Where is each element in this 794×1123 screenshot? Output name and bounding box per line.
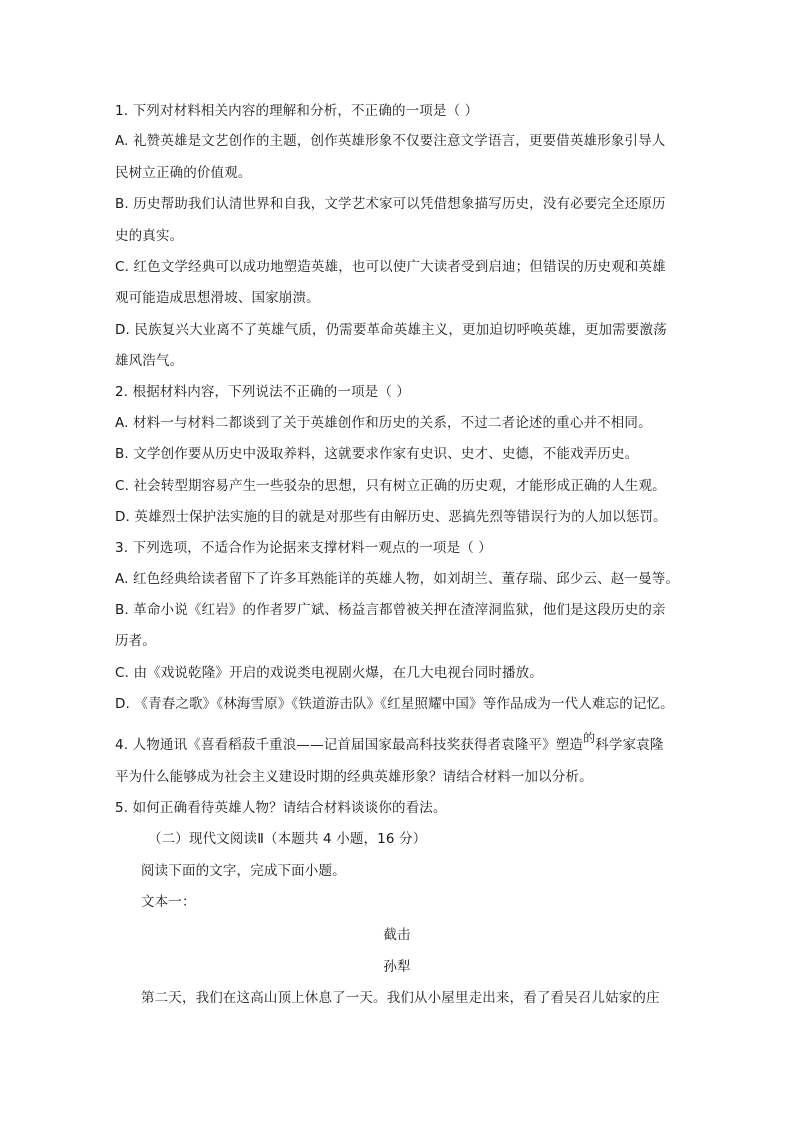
text-line: D. 英雄烈士保护法实施的目的就是对那些有由解历史、恶搞先烈等错误行为的人加以惩罚。 [115, 509, 667, 525]
story-author: 孙犁 [383, 959, 411, 975]
text-line: 2. 根据材料内容，下列说法不正确的一项是（ ） [115, 384, 411, 400]
text-line: A. 红色经典给读者留下了许多耳熟能详的英雄人物，如刘胡兰、董存瑞、邱少云、赵一曼等。 [115, 571, 680, 587]
text-line: 史的真实。 [115, 228, 184, 244]
text-line: 5. 如何正确看待英雄人物？请结合材料谈谈你的看法。 [115, 800, 447, 816]
text-line: 历者。 [115, 633, 156, 649]
text-line: B. 历史帮助我们认清世界和自我，文学艺术家可以凭借想象描写历史，没有必要完全还原历 [115, 196, 666, 212]
text-line: A. 礼赞英雄是文艺创作的主题，创作英雄形象不仅要注意文学语言，更要借英雄形象引导人 [115, 133, 666, 149]
q4-text-end: 科学家袁隆 [595, 737, 664, 753]
question-4-line-1 [115, 731, 664, 755]
text-line: C. 社会转型期容易产生一些驳杂的思想，只有树立正确的历史观，才能形成正确的人生观。 [115, 478, 666, 494]
text-line: 平为什么能够成为社会主义建设时期的经典英雄形象？请结合材料一加以分析。 [115, 769, 593, 785]
text-line: A. 材料一与材料二都谈到了关于英雄创作和历史的关系，不过二者论述的重心并不相同。 [115, 415, 652, 431]
text-line: 民树立正确的价值观。 [115, 165, 252, 181]
q4-superscript: 的 [583, 731, 596, 745]
text-line: 3. 下列选项，不适合作为论据来支撑材料一观点的一项是（ ） [115, 540, 492, 556]
text-line: 1. 下列对材料相关内容的理解和分析，不正确的一项是（ ） [115, 103, 479, 119]
text-line: 第二天，我们在这高山顶上休息了一天。我们从小屋里走出来，看了看吴召儿姑家的庄 [141, 990, 660, 1006]
text-line: B. 文学创作要从历史中汲取养料，这就要求作家有史识、史才、史德，不能戏弄历史。 [115, 446, 639, 462]
text-line: C. 红色文学经典可以成功地塑造英雄，也可以使广大读者受到启迪；但错误的历史观和英雄 [115, 259, 666, 275]
text-line: （二）现代文阅读Ⅱ（本题共 4 小题，16 分） [148, 831, 427, 847]
text-line: B. 革命小说《红岩》的作者罗广斌、杨益言都曾被关押在渣滓洞监狱，他们是这段历史的亲 [115, 602, 666, 618]
text-line: D. 《青春之歌》《林海雪原》《铁道游击队》《红星照耀中国》等作品成为一代人难忘的记忆。 [115, 696, 674, 712]
text-line: C. 由《戏说乾隆》开启的戏说类电视剧火爆，在几大电视台同时播放。 [115, 665, 543, 681]
text-line: 雄风浩气。 [115, 353, 184, 369]
story-title: 截击 [383, 927, 411, 943]
text-line: 观可能造成思想滑坡、国家崩溃。 [115, 290, 320, 306]
text-line: 阅读下面的文字，完成下面小题。 [141, 863, 346, 879]
text-line: 文本一： [141, 894, 196, 910]
q4-text-start: 4. 人物通讯《喜看稻菽千重浪——记首届国家最高科技奖获得者袁隆平》塑造 [115, 737, 584, 753]
text-line: D. 民族复兴大业离不了英雄气质，仍需要革命英雄主义，更加迫切呼唤英雄，更加需要激荡 [115, 322, 667, 338]
